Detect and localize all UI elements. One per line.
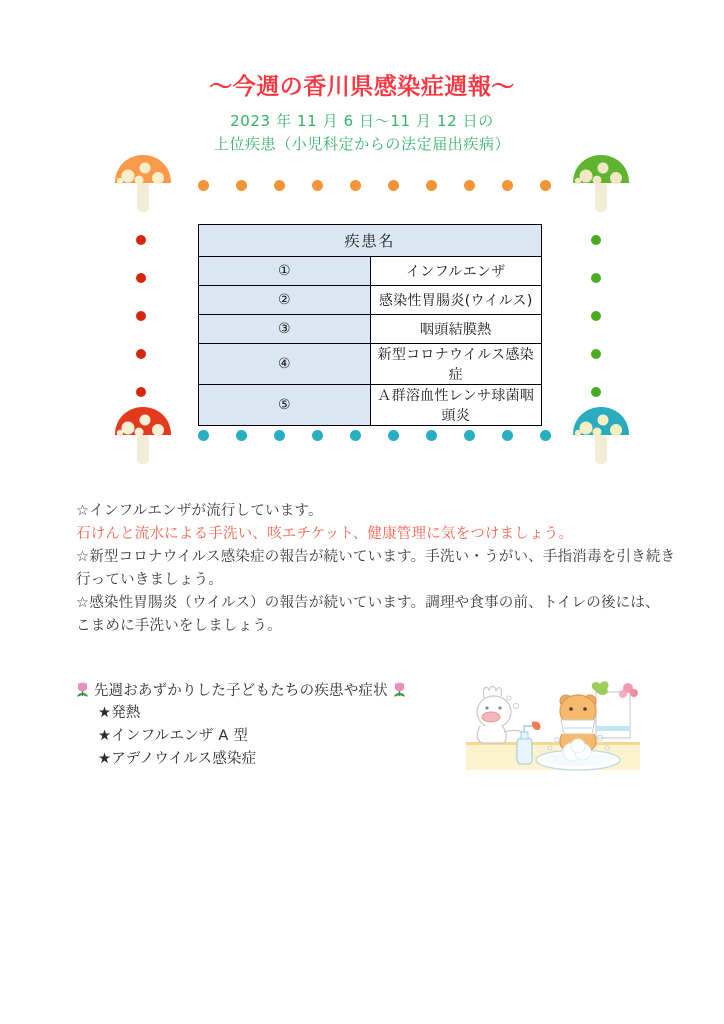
rank-cell: ④ [199, 344, 371, 385]
decorative-dot [136, 349, 146, 359]
subtitle-line-1: 2023 年 11 月 6 日〜11 月 12 日の [230, 112, 494, 130]
disease-name-cell: 感染性胃腸炎(ウイルス) [370, 286, 542, 315]
rank-cell: ⑤ [199, 385, 371, 426]
decorative-dot [136, 273, 146, 283]
decorative-dot [540, 430, 551, 441]
note-line: ☆感染性胃腸炎（ウイルス）の報告が続いています。調理や食事の前、トイレの後には、 [76, 595, 660, 611]
table-row [199, 315, 542, 344]
mushroom-red-icon [112, 404, 174, 468]
notes-section [76, 500, 676, 638]
table-header-disease-name: 疾患名 [199, 225, 542, 257]
decorative-dot [350, 180, 361, 191]
decorative-dot [312, 430, 323, 441]
decorative-dot [540, 180, 551, 191]
decorative-dot [312, 180, 323, 191]
note-line: 石けんと流水による手洗い、咳エチケット、健康管理に気をつけましょう。 [76, 526, 574, 542]
page-title: 〜今週の香川県感染症週報〜 [209, 74, 515, 100]
decorative-dot [502, 180, 513, 191]
decorative-dot [350, 430, 361, 441]
note-line: ☆インフルエンザが流行しています。 [76, 503, 323, 519]
tulip-icon-right [393, 682, 406, 697]
decorative-dot [274, 430, 285, 441]
note-line: 行っていきましょう。 [76, 572, 223, 588]
table-row [199, 385, 542, 426]
decorative-dot [388, 430, 399, 441]
note-line: ☆新型コロナウイルス感染症の報告が続いています。手洗い・うがい、手指消毒を引き続き [76, 549, 676, 565]
note-line: こまめに手洗いをしましょう。 [76, 618, 282, 634]
table-header-row [199, 225, 542, 257]
symptom-list-item: ★発熱 [98, 705, 141, 721]
decorative-dot [236, 430, 247, 441]
disease-name-cell: 新型コロナウイルス感染症 [370, 344, 542, 385]
decorative-dot [591, 235, 601, 245]
decorative-dot [464, 180, 475, 191]
decorative-dot [198, 430, 209, 441]
decorative-dot [591, 349, 601, 359]
decorative-dot [198, 180, 209, 191]
weekly-symptoms-section [76, 680, 496, 771]
tulip-icon-left [76, 682, 89, 697]
decorative-dot [426, 180, 437, 191]
table-row [199, 286, 542, 315]
rank-cell: ③ [199, 315, 371, 344]
decorative-dot [464, 430, 475, 441]
weekly-symptoms-heading-text: 先週おあずかりした子どもたちの疾患や症状 [93, 683, 388, 699]
mushroom-teal-icon [570, 404, 632, 468]
decorative-dot [502, 430, 513, 441]
rank-cell: ① [199, 257, 371, 286]
disease-name-cell: 咽頭結膜熱 [370, 315, 542, 344]
disease-table [198, 224, 542, 426]
mushroom-orange-icon [112, 152, 174, 216]
decorative-dot [591, 311, 601, 321]
decorative-dot [591, 273, 601, 283]
decorative-dot [388, 180, 399, 191]
table-row [199, 344, 542, 385]
decorative-dot [236, 180, 247, 191]
symptom-list-item: ★アデノウイルス感染症 [98, 751, 257, 767]
disease-name-cell: Ａ群溶血性レンサ球菌咽頭炎 [370, 385, 542, 426]
decorative-dot [136, 235, 146, 245]
table-row [199, 257, 542, 286]
decorative-dot [136, 387, 146, 397]
decorative-dot [591, 387, 601, 397]
subtitle-line-2: 上位疾患（小児科定からの法定届出疾病） [213, 135, 511, 153]
disease-table-container [198, 224, 542, 426]
handwashing-illustration [462, 676, 644, 780]
decorative-dot [136, 311, 146, 321]
decorative-dot [426, 430, 437, 441]
disease-name-cell: インフルエンザ [370, 257, 542, 286]
mushroom-green-icon [570, 152, 632, 216]
weekly-symptoms-heading [76, 680, 496, 702]
rank-cell: ② [199, 286, 371, 315]
decorative-dot [274, 180, 285, 191]
symptom-list-item: ★インフルエンザ A 型 [98, 728, 248, 744]
